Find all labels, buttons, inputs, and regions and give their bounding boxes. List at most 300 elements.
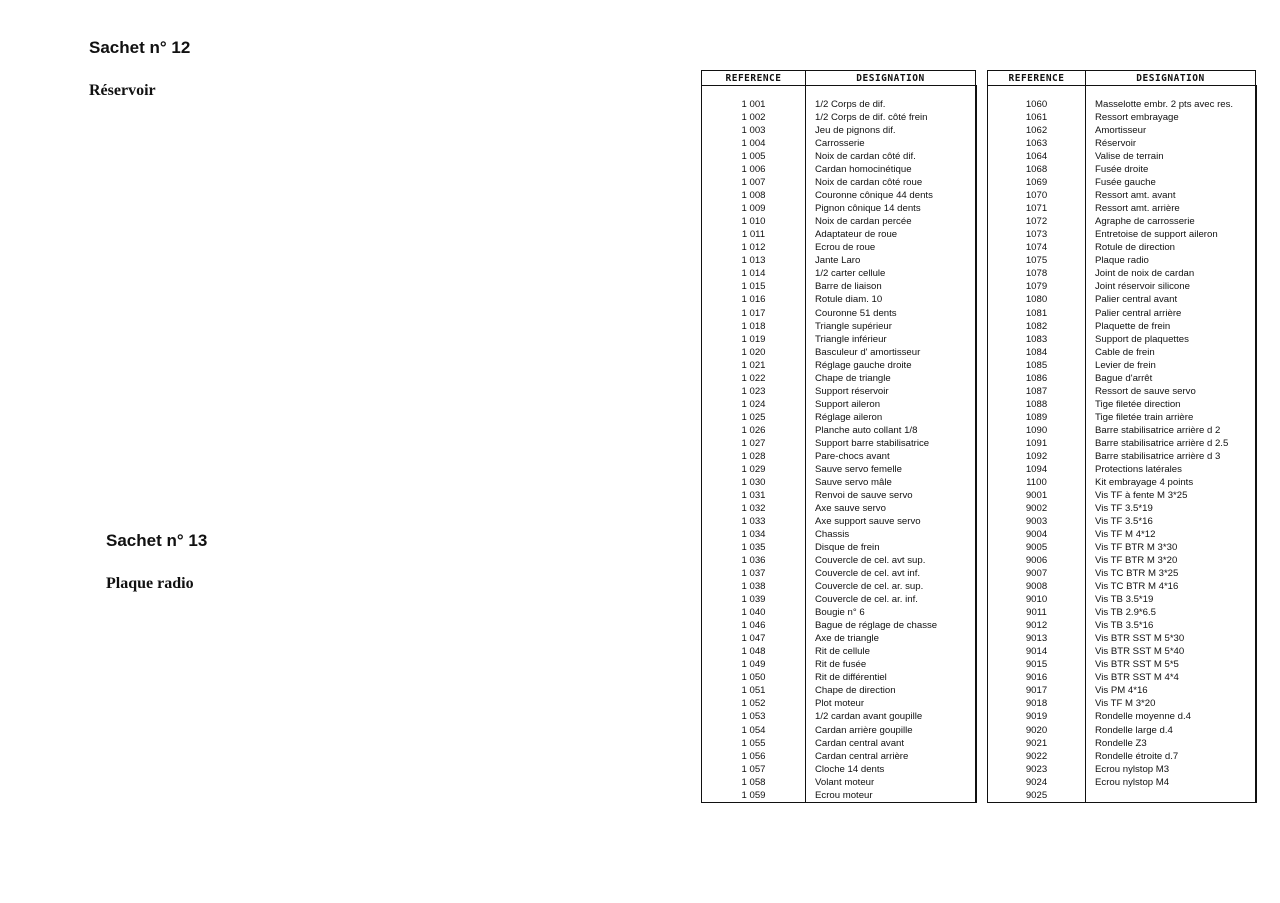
- designation-cell: Carrosserie: [806, 137, 976, 150]
- table-row: [702, 202, 976, 215]
- table-row: [988, 606, 1256, 619]
- reference-cell: 1 055: [702, 737, 806, 750]
- reference-cell: 9017: [988, 684, 1086, 697]
- table-row: [702, 372, 976, 385]
- reference-cell: 1 028: [702, 450, 806, 463]
- reference-cell: 9025: [988, 789, 1086, 803]
- table-row: [702, 254, 976, 267]
- reference-cell: 1081: [988, 307, 1086, 320]
- table-row: [702, 515, 976, 528]
- table-row: [988, 697, 1256, 710]
- designation-cell: Vis TF BTR M 3*20: [1086, 554, 1256, 567]
- table-row: [988, 476, 1256, 489]
- table-row: [702, 619, 976, 632]
- designation-cell: Jeu de pignons dif.: [806, 124, 976, 137]
- reference-cell: 1 054: [702, 724, 806, 737]
- table-row: [988, 307, 1256, 320]
- reference-cell: 1 021: [702, 359, 806, 372]
- reference-cell: 9010: [988, 593, 1086, 606]
- designation-cell: Noix de cardan percée: [806, 215, 976, 228]
- designation-cell: Vis BTR SST M 5*30: [1086, 632, 1256, 645]
- reference-cell: 1 001: [702, 98, 806, 111]
- reference-cell: 1062: [988, 124, 1086, 137]
- reference-cell: 1 029: [702, 463, 806, 476]
- designation-cell: [1086, 789, 1256, 803]
- reference-cell: 1 025: [702, 411, 806, 424]
- designation-cell: Ressort amt. arrière: [1086, 202, 1256, 215]
- table-row: [702, 684, 976, 697]
- reference-cell: 1 010: [702, 215, 806, 228]
- spacer-cell: [1086, 86, 1256, 99]
- table-row: [702, 763, 976, 776]
- reference-cell: 1084: [988, 346, 1086, 359]
- reference-cell: 1 011: [702, 228, 806, 241]
- designation-cell: Palier central avant: [1086, 293, 1256, 306]
- table-row: [988, 750, 1256, 763]
- designation-cell: Vis BTR SST M 4*4: [1086, 671, 1256, 684]
- reference-cell: 9023: [988, 763, 1086, 776]
- reference-cell: 9018: [988, 697, 1086, 710]
- table-row: [988, 254, 1256, 267]
- reference-cell: 9003: [988, 515, 1086, 528]
- table-row: [702, 645, 976, 658]
- reference-cell: 1074: [988, 241, 1086, 254]
- designation-cell: Couvercle de cel. avt sup.: [806, 554, 976, 567]
- table-row: [702, 346, 976, 359]
- designation-cell: Cable de frein: [1086, 346, 1256, 359]
- reference-cell: 1061: [988, 111, 1086, 124]
- designation-cell: Axe sauve servo: [806, 502, 976, 515]
- designation-cell: 1/2 Corps de dif.: [806, 98, 976, 111]
- designation-cell: Jante Laro: [806, 254, 976, 267]
- designation-cell: Plaquette de frein: [1086, 320, 1256, 333]
- designation-cell: Vis PM 4*16: [1086, 684, 1256, 697]
- designation-cell: Tige filetée train arrière: [1086, 411, 1256, 424]
- reference-cell: 1 018: [702, 320, 806, 333]
- designation-cell: Amortisseur: [1086, 124, 1256, 137]
- reference-cell: 9005: [988, 541, 1086, 554]
- designation-cell: Fusée droite: [1086, 163, 1256, 176]
- table-row: [702, 528, 976, 541]
- table-row: [988, 710, 1256, 723]
- designation-cell: Barre de liaison: [806, 280, 976, 293]
- table-row: [702, 789, 976, 803]
- reference-cell: 9016: [988, 671, 1086, 684]
- reference-cell: 1064: [988, 150, 1086, 163]
- table-row: [702, 737, 976, 750]
- designation-cell: Barre stabilisatrice arrière d 2.5: [1086, 437, 1256, 450]
- designation-cell: Pare-chocs avant: [806, 450, 976, 463]
- table-row: [702, 697, 976, 710]
- designation-cell: Tige filetée direction: [1086, 398, 1256, 411]
- designation-cell: Plaque radio: [1086, 254, 1256, 267]
- reference-cell: 9002: [988, 502, 1086, 515]
- table-row: [988, 763, 1256, 776]
- table-row: [702, 307, 976, 320]
- table-row: [702, 658, 976, 671]
- table-row: [988, 776, 1256, 789]
- reference-cell: 1 026: [702, 424, 806, 437]
- designation-cell: Rondelle moyenne d.4: [1086, 710, 1256, 723]
- reference-cell: 1089: [988, 411, 1086, 424]
- table-row: [702, 293, 976, 306]
- table-row: [702, 176, 976, 189]
- table-row: [702, 150, 976, 163]
- table-row: [988, 137, 1256, 150]
- reference-column-header: REFERENCE: [988, 71, 1086, 86]
- reference-cell: 9021: [988, 737, 1086, 750]
- table-row: [702, 124, 976, 137]
- table-row: [702, 541, 976, 554]
- designation-cell: Rotule de direction: [1086, 241, 1256, 254]
- designation-cell: Palier central arrière: [1086, 307, 1256, 320]
- designation-cell: Rotule diam. 10: [806, 293, 976, 306]
- table-row: [702, 163, 976, 176]
- table-row: [702, 241, 976, 254]
- designation-cell: Sauve servo mâle: [806, 476, 976, 489]
- table-row: [702, 606, 976, 619]
- reference-cell: 1 034: [702, 528, 806, 541]
- designation-cell: Ressort de sauve servo: [1086, 385, 1256, 398]
- reference-cell: 1 031: [702, 489, 806, 502]
- reference-cell: 1 052: [702, 697, 806, 710]
- table-row: [702, 710, 976, 723]
- reference-cell: 1 027: [702, 437, 806, 450]
- designation-cell: Réglage aileron: [806, 411, 976, 424]
- reference-cell: 1080: [988, 293, 1086, 306]
- designation-cell: 1/2 carter cellule: [806, 267, 976, 280]
- table-row: [988, 632, 1256, 645]
- reference-cell: 9004: [988, 528, 1086, 541]
- table-row: [988, 580, 1256, 593]
- table-row: [702, 398, 976, 411]
- reference-cell: 1 019: [702, 333, 806, 346]
- reference-cell: 9001: [988, 489, 1086, 502]
- table-row: [988, 515, 1256, 528]
- reference-cell: 9013: [988, 632, 1086, 645]
- table-row: [988, 333, 1256, 346]
- reference-cell: 1086: [988, 372, 1086, 385]
- designation-cell: Cardan homocinétique: [806, 163, 976, 176]
- reference-cell: 1068: [988, 163, 1086, 176]
- designation-cell: Vis TF à fente M 3*25: [1086, 489, 1256, 502]
- designation-cell: Vis BTR SST M 5*5: [1086, 658, 1256, 671]
- designation-cell: Barre stabilisatrice arrière d 2: [1086, 424, 1256, 437]
- designation-cell: Masselotte embr. 2 pts avec res.: [1086, 98, 1256, 111]
- designation-cell: Couronne cônique 44 dents: [806, 189, 976, 202]
- reference-cell: 1 036: [702, 554, 806, 567]
- designation-cell: Planche auto collant 1/8: [806, 424, 976, 437]
- designation-cell: Ecrou nylstop M4: [1086, 776, 1256, 789]
- reference-cell: 1100: [988, 476, 1086, 489]
- reference-cell: 1079: [988, 280, 1086, 293]
- reference-cell: 1 030: [702, 476, 806, 489]
- table-row: [702, 489, 976, 502]
- reference-cell: 1 012: [702, 241, 806, 254]
- designation-cell: 1/2 Corps de dif. côté frein: [806, 111, 976, 124]
- sachet-12-subtitle: Réservoir: [89, 82, 156, 99]
- designation-cell: Bague de réglage de chasse: [806, 619, 976, 632]
- reference-cell: 1 037: [702, 567, 806, 580]
- spacer-cell: [806, 86, 976, 99]
- table-row: [988, 176, 1256, 189]
- table-row: [988, 359, 1256, 372]
- table-row: [702, 502, 976, 515]
- reference-cell: 1090: [988, 424, 1086, 437]
- reference-cell: 1 051: [702, 684, 806, 697]
- table-row: [988, 372, 1256, 385]
- table-row: [988, 737, 1256, 750]
- designation-column-header: DESIGNATION: [1086, 71, 1256, 86]
- spacer-cell: [702, 86, 806, 99]
- table-row: [988, 228, 1256, 241]
- table-row: [988, 98, 1256, 111]
- designation-cell: Axe de triangle: [806, 632, 976, 645]
- reference-cell: 1 020: [702, 346, 806, 359]
- designation-cell: Bougie n° 6: [806, 606, 976, 619]
- reference-cell: 1 048: [702, 645, 806, 658]
- table-row: [702, 463, 976, 476]
- designation-cell: Basculeur d' amortisseur: [806, 346, 976, 359]
- reference-cell: 1 017: [702, 307, 806, 320]
- reference-cell: 1 032: [702, 502, 806, 515]
- designation-column-header: DESIGNATION: [806, 71, 976, 86]
- designation-cell: Triangle supérieur: [806, 320, 976, 333]
- table-row: [988, 411, 1256, 424]
- table-row: [702, 450, 976, 463]
- designation-cell: Vis TF M 3*20: [1086, 697, 1256, 710]
- reference-cell: 1091: [988, 437, 1086, 450]
- reference-cell: 1063: [988, 137, 1086, 150]
- table-row: [702, 359, 976, 372]
- table-row: [988, 541, 1256, 554]
- table-row: [702, 267, 976, 280]
- designation-cell: Ressort amt. avant: [1086, 189, 1256, 202]
- designation-cell: Protections latérales: [1086, 463, 1256, 476]
- table-row: [988, 671, 1256, 684]
- designation-cell: Noix de cardan côté dif.: [806, 150, 976, 163]
- designation-cell: Volant moteur: [806, 776, 976, 789]
- table-row: [702, 750, 976, 763]
- designation-cell: Entretoise de support aileron: [1086, 228, 1256, 241]
- designation-cell: Cardan central avant: [806, 737, 976, 750]
- reference-cell: 1 058: [702, 776, 806, 789]
- reference-cell: 1092: [988, 450, 1086, 463]
- reference-cell: 1 013: [702, 254, 806, 267]
- designation-cell: Vis TF 3.5*16: [1086, 515, 1256, 528]
- table-row: [988, 111, 1256, 124]
- reference-cell: 9014: [988, 645, 1086, 658]
- designation-cell: Rit de différentiel: [806, 671, 976, 684]
- designation-cell: Rondelle large d.4: [1086, 724, 1256, 737]
- reference-cell: 1078: [988, 267, 1086, 280]
- table-row: [702, 632, 976, 645]
- designation-cell: Axe support sauve servo: [806, 515, 976, 528]
- designation-cell: Pignon cônique 14 dents: [806, 202, 976, 215]
- reference-cell: 1 016: [702, 293, 806, 306]
- designation-cell: Renvoi de sauve servo: [806, 489, 976, 502]
- designation-cell: Chape de direction: [806, 684, 976, 697]
- reference-cell: 1075: [988, 254, 1086, 267]
- designation-cell: Couvercle de cel. avt inf.: [806, 567, 976, 580]
- reference-cell: 1 046: [702, 619, 806, 632]
- designation-cell: Adaptateur de roue: [806, 228, 976, 241]
- table-row: [988, 658, 1256, 671]
- designation-cell: Cardan central arrière: [806, 750, 976, 763]
- table-row: [988, 202, 1256, 215]
- designation-cell: Ressort embrayage: [1086, 111, 1256, 124]
- table-row: [702, 98, 976, 111]
- designation-cell: Vis TC BTR M 3*25: [1086, 567, 1256, 580]
- table-row: [702, 215, 976, 228]
- reference-cell: 1094: [988, 463, 1086, 476]
- designation-cell: Vis TB 3.5*19: [1086, 593, 1256, 606]
- table-row: [702, 411, 976, 424]
- reference-cell: 1 009: [702, 202, 806, 215]
- designation-cell: Vis TB 3.5*16: [1086, 619, 1256, 632]
- designation-cell: Joint réservoir silicone: [1086, 280, 1256, 293]
- reference-cell: 1 022: [702, 372, 806, 385]
- reference-cell: 1 006: [702, 163, 806, 176]
- designation-cell: 1/2 cardan avant goupille: [806, 710, 976, 723]
- table-row: [988, 593, 1256, 606]
- table-row: [988, 437, 1256, 450]
- table-row: [988, 267, 1256, 280]
- table-row: [988, 280, 1256, 293]
- reference-cell: 1 035: [702, 541, 806, 554]
- designation-cell: Rondelle étroite d.7: [1086, 750, 1256, 763]
- reference-cell: 1 033: [702, 515, 806, 528]
- reference-cell: 1069: [988, 176, 1086, 189]
- reference-cell: 1 047: [702, 632, 806, 645]
- table-row: [988, 241, 1256, 254]
- reference-cell: 1 007: [702, 176, 806, 189]
- table-row: [988, 215, 1256, 228]
- reference-cell: 1070: [988, 189, 1086, 202]
- table-row: [988, 320, 1256, 333]
- reference-cell: 9006: [988, 554, 1086, 567]
- table-row: [702, 437, 976, 450]
- reference-cell: 1071: [988, 202, 1086, 215]
- designation-cell: Sauve servo femelle: [806, 463, 976, 476]
- parts-table-left: [701, 70, 977, 803]
- designation-cell: Couvercle de cel. ar. inf.: [806, 593, 976, 606]
- table-row: [988, 189, 1256, 202]
- reference-cell: 1 005: [702, 150, 806, 163]
- table-row: [988, 489, 1256, 502]
- designation-cell: Couronne 51 dents: [806, 307, 976, 320]
- sachet-13-heading: Sachet n° 13: [106, 531, 208, 550]
- reference-cell: 9007: [988, 567, 1086, 580]
- designation-cell: Support réservoir: [806, 385, 976, 398]
- reference-cell: 9011: [988, 606, 1086, 619]
- table-row: [702, 593, 976, 606]
- reference-cell: 9019: [988, 710, 1086, 723]
- designation-cell: Rit de fusée: [806, 658, 976, 671]
- reference-cell: 1 040: [702, 606, 806, 619]
- reference-cell: 1 024: [702, 398, 806, 411]
- table-row: [988, 150, 1256, 163]
- table-row: [702, 724, 976, 737]
- sachet-12-heading: Sachet n° 12: [89, 38, 191, 57]
- designation-cell: Fusée gauche: [1086, 176, 1256, 189]
- reference-cell: 1 059: [702, 789, 806, 803]
- designation-cell: Réservoir: [1086, 137, 1256, 150]
- designation-cell: Support de plaquettes: [1086, 333, 1256, 346]
- reference-cell: 9008: [988, 580, 1086, 593]
- table-row: [988, 463, 1256, 476]
- table-row: [988, 293, 1256, 306]
- table-row: [988, 346, 1256, 359]
- designation-cell: Rondelle Z3: [1086, 737, 1256, 750]
- table-row: [988, 724, 1256, 737]
- designation-cell: Bague d'arrêt: [1086, 372, 1256, 385]
- table-row: [702, 580, 976, 593]
- table-row: [702, 333, 976, 346]
- designation-cell: Levier de frein: [1086, 359, 1256, 372]
- table-row: [988, 424, 1256, 437]
- designation-cell: Rit de cellule: [806, 645, 976, 658]
- table-row: [702, 320, 976, 333]
- reference-cell: 1083: [988, 333, 1086, 346]
- spacer-cell: [988, 86, 1086, 99]
- designation-cell: Barre stabilisatrice arrière d 3: [1086, 450, 1256, 463]
- designation-cell: Ecrou moteur: [806, 789, 976, 803]
- table-row: [702, 476, 976, 489]
- table-row: [702, 385, 976, 398]
- table-row: [988, 398, 1256, 411]
- reference-cell: 9012: [988, 619, 1086, 632]
- table-row: [988, 554, 1256, 567]
- table-row: [988, 163, 1256, 176]
- designation-cell: Couvercle de cel. ar. sup.: [806, 580, 976, 593]
- reference-cell: 1 057: [702, 763, 806, 776]
- designation-cell: Vis BTR SST M 5*40: [1086, 645, 1256, 658]
- table-row: [988, 502, 1256, 515]
- table-row: [988, 789, 1256, 803]
- reference-cell: 1087: [988, 385, 1086, 398]
- reference-cell: 1 023: [702, 385, 806, 398]
- designation-cell: Vis TF 3.5*19: [1086, 502, 1256, 515]
- parts-table-right: [987, 70, 1257, 803]
- reference-cell: 9020: [988, 724, 1086, 737]
- reference-cell: 1 014: [702, 267, 806, 280]
- designation-cell: Cardan arrière goupille: [806, 724, 976, 737]
- designation-cell: Agraphe de carrosserie: [1086, 215, 1256, 228]
- reference-cell: 1 053: [702, 710, 806, 723]
- designation-cell: Vis TF M 4*12: [1086, 528, 1256, 541]
- table-row: [988, 567, 1256, 580]
- reference-cell: 1 049: [702, 658, 806, 671]
- designation-cell: Support barre stabilisatrice: [806, 437, 976, 450]
- table-row: [988, 684, 1256, 697]
- table-row: [988, 450, 1256, 463]
- reference-cell: 9022: [988, 750, 1086, 763]
- sachet-13-subtitle: Plaque radio: [106, 575, 194, 592]
- table-row: [988, 528, 1256, 541]
- reference-cell: 1082: [988, 320, 1086, 333]
- designation-cell: Joint de noix de cardan: [1086, 267, 1256, 280]
- reference-cell: 1 003: [702, 124, 806, 137]
- designation-cell: Chassis: [806, 528, 976, 541]
- designation-cell: Noix de cardan côté roue: [806, 176, 976, 189]
- table-row: [702, 189, 976, 202]
- designation-cell: Vis TC BTR M 4*16: [1086, 580, 1256, 593]
- reference-cell: 1085: [988, 359, 1086, 372]
- reference-cell: 1 038: [702, 580, 806, 593]
- reference-cell: 9024: [988, 776, 1086, 789]
- table-row: [702, 776, 976, 789]
